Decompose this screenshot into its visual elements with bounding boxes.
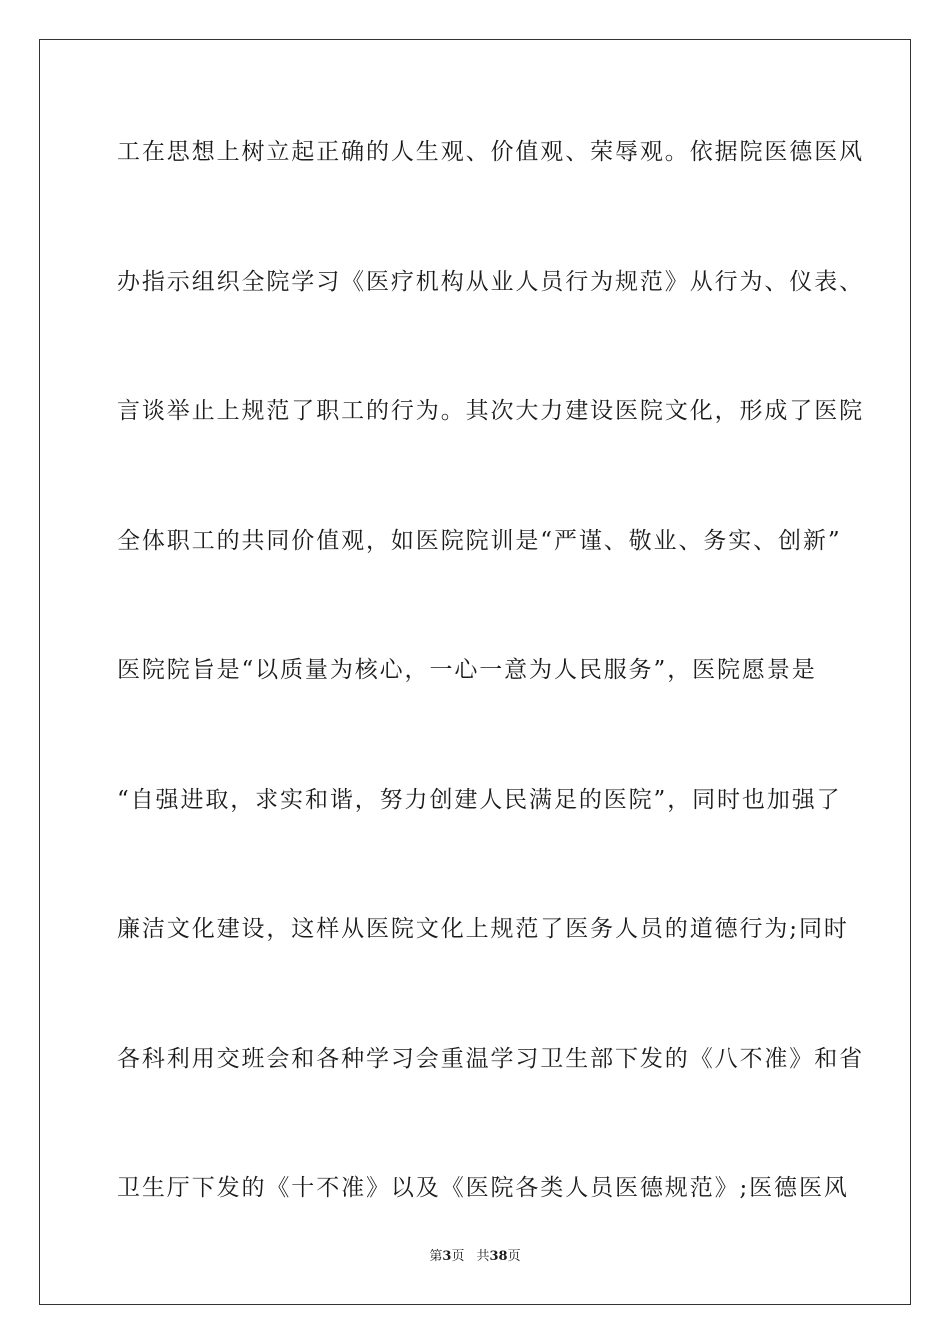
text-line-3: 言谈举止上规范了职工的行为。其次大力建设医院文化，形成了医院 [117,398,864,424]
total-prefix: 共 [476,1249,490,1264]
text-line-7: 廉洁文化建设，这样从医院文化上规范了医务人员的道德行为;同时 [117,916,849,942]
text-line-8: 各科利用交班会和各种学习会重温学习卫生部下发的《八不准》和省 [117,1045,864,1072]
body-text [117,131,864,1210]
text-line-6: “自强进取，求实和谐，努力创建人民满足的医院”，同时也加强了 [117,786,842,813]
page-prefix: 第 [429,1249,443,1264]
text-line-1: 工在思想上树立起正确的人生观、价值观、荣辱观。依据院医德医风 [117,139,864,165]
total-pages: 38 [489,1249,508,1264]
page-suffix: 页 [451,1249,465,1264]
text-line-9: 卫生厅下发的《十不准》以及《医院各类人员医德规范》;医德医风 [117,1175,849,1201]
page-number: 3 [442,1249,452,1264]
total-suffix: 页 [507,1249,521,1264]
page-footer [0,1248,950,1266]
text-line-5: 医院院旨是“以质量为核心，一心一意为人民服务”，医院愿景是 [117,657,817,683]
text-line-4: 全体职工的共同价值观，如医院院训是“严谨、敬业、务实、创新” [117,527,842,554]
text-line-2: 办指示组织全院学习《医疗机构从业人员行为规范》从行为、仪表、 [117,268,864,295]
